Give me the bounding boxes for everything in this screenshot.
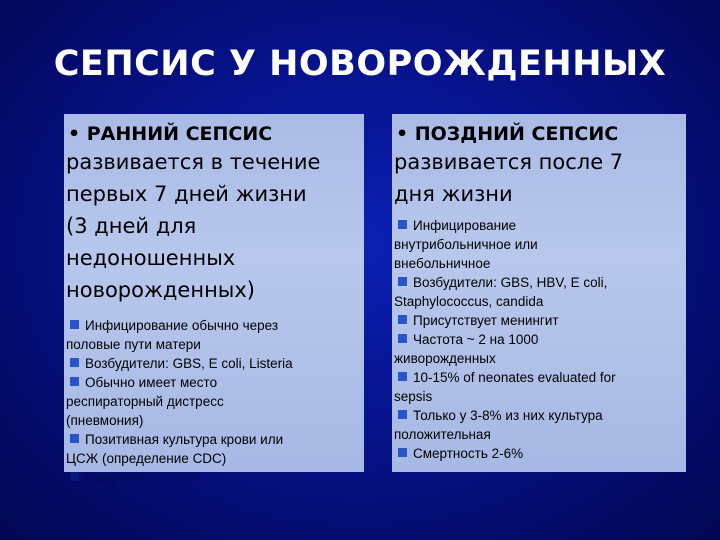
early-sepsis-list <box>64 316 364 487</box>
list-item-cont: респираторный дистресс <box>66 394 224 409</box>
list-item-cont: половые пути матери <box>66 337 201 352</box>
list-item: Возбудители: GBS, E coli, Listeria <box>66 354 364 373</box>
bullet-square-icon <box>398 220 407 229</box>
list-item: Только у 3-8% из них культура <box>394 406 686 425</box>
early-sepsis-panel <box>64 114 364 485</box>
early-sepsis-heading: • РАННИЙ СЕПСИС <box>68 123 273 145</box>
list-item: Присутствует менингит <box>394 311 686 330</box>
list-item: 10-15% of neonates evaluated for <box>394 368 686 387</box>
list-item: Возбудители: GBS, HBV, E coli, <box>394 273 686 292</box>
bullet-square-icon <box>70 377 79 386</box>
list-item: Позитивная культура крови или <box>66 430 364 449</box>
list-item: Обычно имеет место <box>66 373 364 392</box>
late-sepsis-heading: • ПОЗДНИЙ СЕПСИС <box>396 123 619 145</box>
desc-line: дня жизни <box>394 182 513 206</box>
list-item-cont: Staphylococcus, candida <box>394 294 544 309</box>
desc-line: недоношенных <box>66 246 236 270</box>
early-sepsis-description <box>64 146 364 306</box>
bullet-square-icon <box>70 358 79 367</box>
desc-line: первых 7 дней жизни <box>66 182 307 206</box>
list-item: Частота ~ 2 на 1000 <box>394 330 686 349</box>
list-item: Смертность 2-6% <box>394 444 686 463</box>
late-sepsis-list <box>392 216 686 463</box>
list-item-cont: sepsis <box>394 389 433 404</box>
list-item: Инфицирование <box>394 216 686 235</box>
bullet-square-icon <box>398 372 407 381</box>
list-item: Инфицирование обычно через <box>66 316 364 335</box>
slide-title: СЕПСИС У НОВОРОЖДЕННЫХ <box>53 44 667 84</box>
list-item-cont: ЦСЖ (определение CDC) <box>66 451 227 466</box>
list-item-cont: живорожденных <box>394 351 496 366</box>
desc-line: (3 дней для <box>66 214 197 238</box>
desc-line: новорожденных) <box>66 278 255 302</box>
bullet-square-icon <box>398 334 407 343</box>
bullet-square-icon <box>70 320 79 329</box>
list-item: Смертность 5-50% <box>66 468 364 487</box>
list-item-cont: внутрибольничное или <box>394 237 538 252</box>
bullet-square-icon <box>398 315 407 324</box>
list-item-cont: положительная <box>394 427 491 442</box>
bullet-square-icon <box>398 410 407 419</box>
late-sepsis-description <box>392 146 686 210</box>
list-item-cont: внебольничное <box>394 256 491 271</box>
bullet-square-icon <box>398 277 407 286</box>
desc-line: развивается в течение <box>66 150 321 174</box>
list-item-cont: (пневмония) <box>66 413 144 428</box>
late-sepsis-panel <box>392 114 686 472</box>
bullet-square-icon <box>70 434 79 443</box>
desc-line: развивается после 7 <box>394 150 624 174</box>
bullet-square-icon <box>398 448 407 457</box>
bullet-square-icon <box>70 472 79 481</box>
